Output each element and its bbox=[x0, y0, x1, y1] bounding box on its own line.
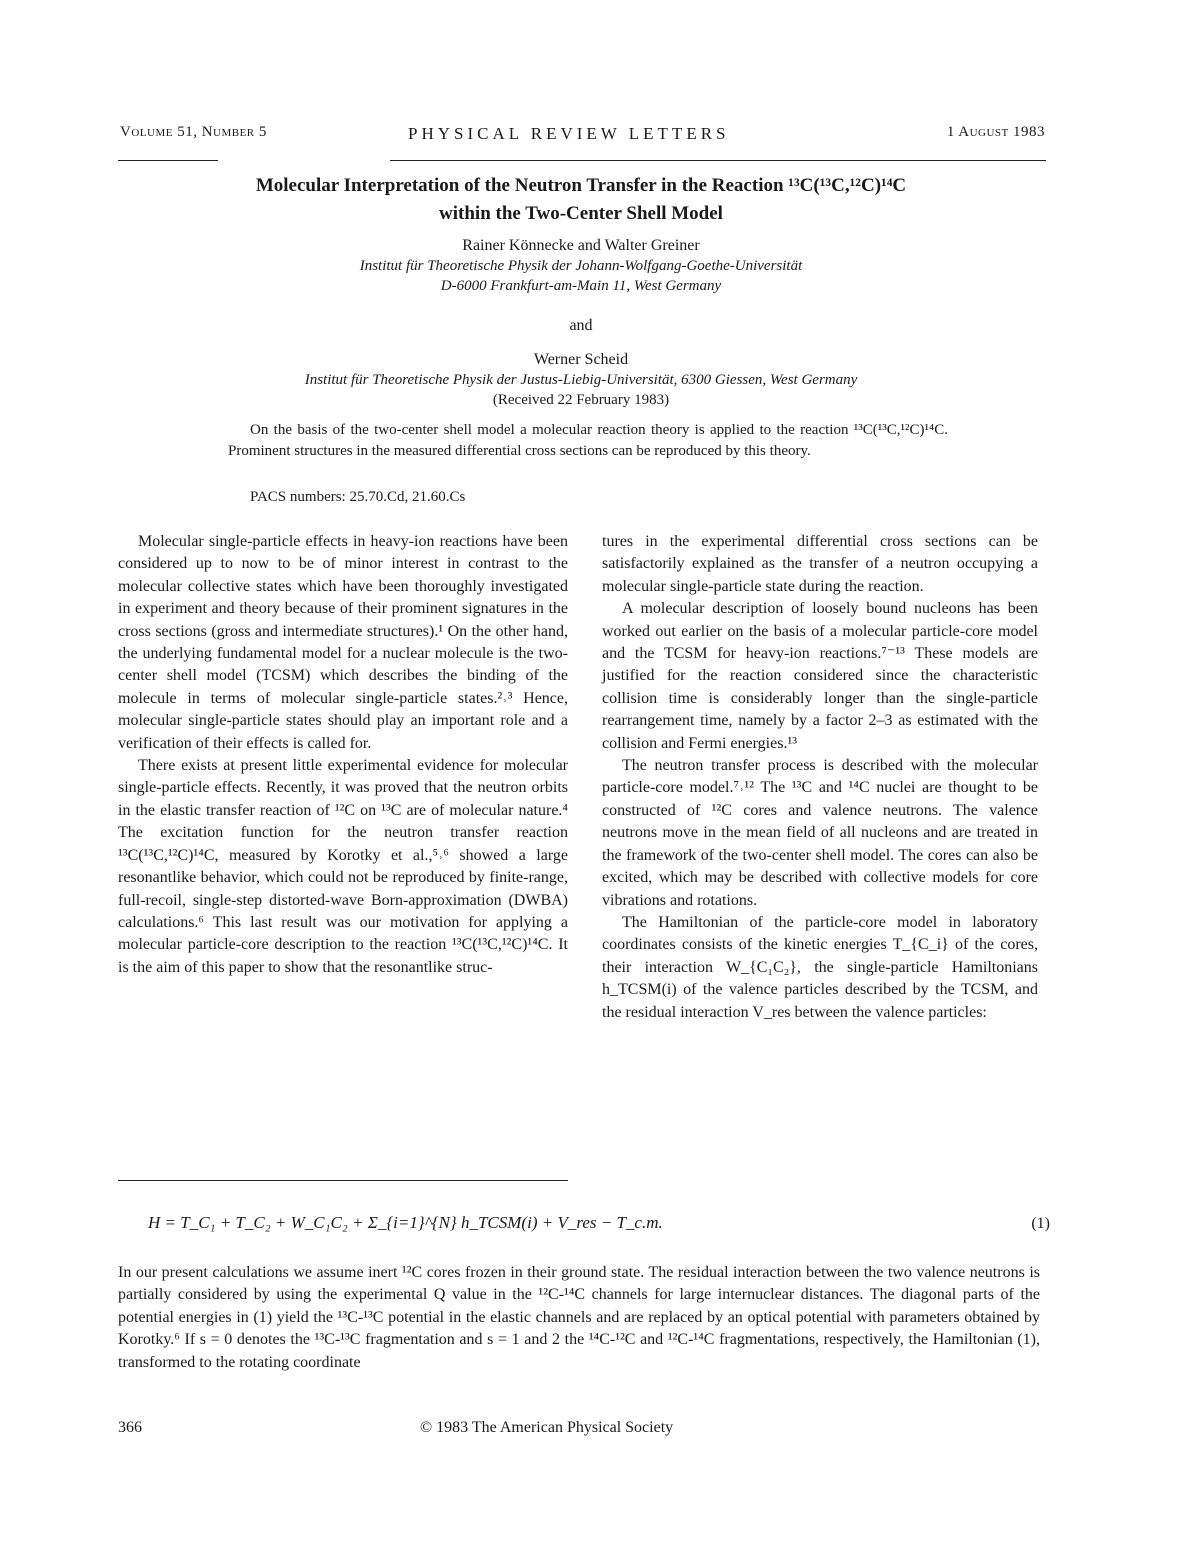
affiliation-2: Institut für Theoretische Physik der Justus-Liebig-Universität, 6300 Giessen, West Germany bbox=[304, 372, 858, 388]
abstract: On the basis of the two-center shell model a molecular reaction theory is applied to the reaction ¹³C(¹³C,¹²C)¹⁴C. Prominent structures in the measured differential cross sections can be reproduced by this theory. bbox=[228, 422, 948, 459]
full-width-paragraph: In our present calculations we assume inert ¹²C cores frozen in their ground state. The residual interaction between the two valence neutrons is partially considered by using the experimental Q value in the ¹²C-¹⁴C channels for large internuclear distances. The diagonal parts of the potential energies in (1) yield the ¹³C-¹³C potential in the elastic channels and are replaced by an optical potential with parameters obtained by Korotky.⁶ If s = 0 denotes the ¹³C-¹³C fragmentation and s = 1 and 2 the ¹⁴C-¹²C and ¹²C-¹⁴C fragmentations, respectively, the Hamiltonian (1), transformed to the rotating coordinate bbox=[118, 1264, 1040, 1371]
right-paragraph-4: The Hamiltonian of the particle-core model in laboratory coordinates consists of the kinetic energies T_{C_i} of the cores, their interaction W_{C₁C₂}, the single-particle Hamiltonians h_TCSM(i) of the valence particles described by the TCSM, and the residual interaction V_res between the valence particles: bbox=[602, 913, 1038, 1021]
running-header-date: 1 August 1983 bbox=[946, 124, 1045, 140]
equation-number: (1) bbox=[1031, 1215, 1050, 1232]
authors-first: Rainer Könnecke and Walter Greiner bbox=[462, 237, 700, 254]
equation-1: H = T_C₁ + T_C₂ + W_C₁C₂ + Σ_{i=1}^{N} h_TCSM(i) + V_res − T_c.m. bbox=[148, 1213, 663, 1232]
page-number: 366 bbox=[118, 1419, 142, 1436]
title-line-1: Molecular Interpretation of the Neutron Transfer in the Reaction ¹³C(¹³C,¹²C)¹⁴C bbox=[255, 175, 907, 196]
affiliation-1-line-1: Institut für Theoretische Physik der Johann-Wolfgang-Goethe-Universität bbox=[359, 258, 803, 274]
full-width-text bbox=[118, 1262, 1040, 1374]
column-end-rule bbox=[118, 1180, 568, 1181]
article-title bbox=[120, 172, 1042, 228]
left-column bbox=[118, 531, 568, 979]
running-header-journal: PHYSICAL REVIEW LETTERS bbox=[408, 124, 730, 143]
title-line-2: within the Two-Center Shell Model bbox=[439, 203, 723, 224]
right-column bbox=[602, 531, 1038, 1024]
and-separator: and bbox=[569, 317, 593, 334]
right-paragraph-3: The neutron transfer process is described with the molecular particle-core model.⁷˒¹² The ¹³C and ¹⁴C nuclei are thought to be constructed of ¹²C cores and valence neutrons. The valence neutrons move in the mean field of all nucleons and are treated in the framework of the two-center shell model. The cores can also be excited, which may be described with collective models for core vibrations and rotations. bbox=[602, 757, 1038, 909]
authors-second: Werner Scheid bbox=[533, 351, 629, 368]
header-rule-left bbox=[118, 160, 218, 161]
received-date: (Received 22 February 1983) bbox=[492, 392, 670, 408]
affiliation-1-line-2: D-6000 Frankfurt-am-Main 11, West Germany bbox=[440, 278, 722, 294]
pacs-numbers: PACS numbers: 25.70.Cd, 21.60.Cs bbox=[250, 489, 466, 505]
header-rule-right bbox=[390, 160, 1046, 161]
left-paragraph-1: Molecular single-particle effects in heavy-ion reactions have been considered up to now to be of minor interest in contrast to the molecular collective states which have been thoroughly investigated in experiment and theory because of their prominent signatures in the cross sections (gross and intermediate structures).¹ On the other hand, the underlying fundamental model for a nuclear molecule is the two-center shell model (TCSM) which describes the binding of the molecule in terms of molecular single-particle states.²˒³ Hence, molecular single-particle states should play an important role and a verification of their effects is called for. bbox=[118, 533, 568, 752]
copyright-notice: © 1983 The American Physical Society bbox=[420, 1419, 674, 1436]
right-paragraph-1: tures in the experimental differential cross sections can be satisfactorily explained as the transfer of a neutron occupying a molecular single-particle state during the reaction. bbox=[602, 533, 1038, 595]
running-header-volume: Volume 51, Number 5 bbox=[120, 124, 267, 140]
right-paragraph-2: A molecular description of loosely bound nucleons has been worked out earlier on the basis of a molecular particle-core model and the TCSM for heavy-ion reactions.⁷⁻¹³ These models are justified for the reaction considered since the characteristic collision time is considerably longer than the single-particle rearrangement time, namely by a factor 2–3 as estimated with the collision and Fermi energies.¹³ bbox=[602, 600, 1038, 752]
left-paragraph-2: There exists at present little experimental evidence for molecular single-particle effects. Recently, it was proved that the neutron orbits in the elastic transfer reaction of ¹²C on ¹³C are of molecular nature.⁴ The excitation function for the neutron transfer reaction ¹³C(¹³C,¹²C)¹⁴C, measured by Korotky et al.,⁵˒⁶ showed a large resonantlike behavior, which could not be reproduced by finite-range, full-recoil, single-step distorted-wave Born-approximation (DWBA) calculations.⁶ This last result was our motivation for applying a molecular particle-core description to the reaction ¹³C(¹³C,¹²C)¹⁴C. It is the aim of this paper to show that the resonantlike struc- bbox=[118, 757, 568, 976]
